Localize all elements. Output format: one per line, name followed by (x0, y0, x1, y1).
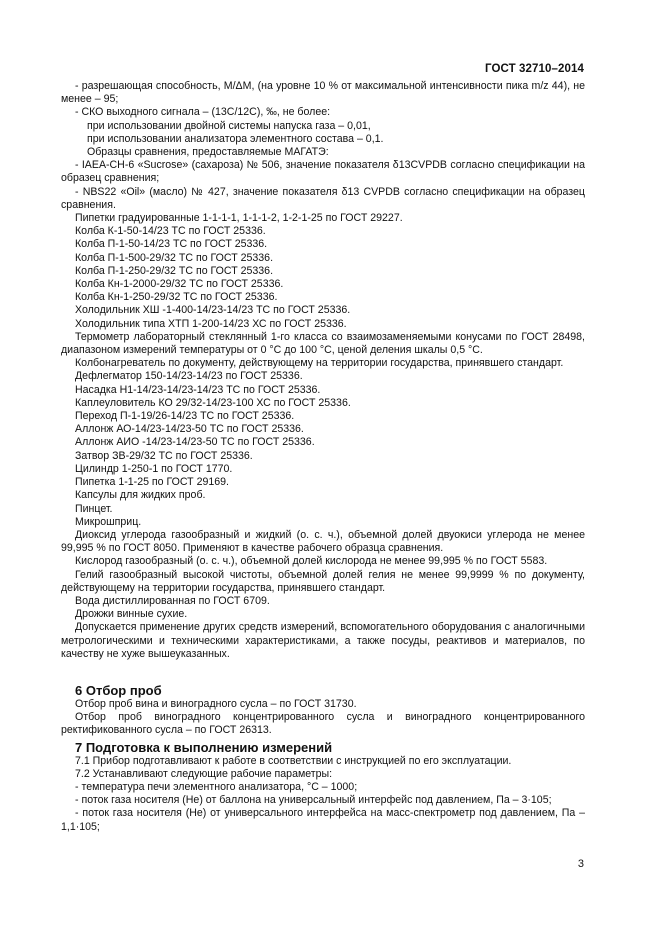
paragraph-line: - поток газа носителя (Не) от универсального интерфейса на масс-спектрометр под давлением, Па – 1,1·105; (61, 807, 585, 833)
paragraph-line: Микрошприц. (75, 515, 142, 528)
paragraph-line: Дрожжи винные сухие. (75, 608, 188, 621)
page-number: 3 (577, 858, 584, 870)
paragraph-line: - NBS22 «Oil» (масло) № 427, значение показателя δ13 CVPDB согласно спецификации на образец сравнения. (61, 185, 585, 211)
paragraph-line: Колба П-1-500-29/32 ТС по ГОСТ 25336. (75, 251, 274, 264)
spacer (61, 661, 585, 683)
paragraph-line: - поток газа носителя (Не) от баллона на универсальный интерфейс под давлением, Па – 3·105; (75, 794, 552, 807)
equipment-list (61, 80, 585, 661)
document-code-header: ГОСТ 32710–2014 (484, 63, 584, 75)
paragraph-line: Аллонж АО-14/23-14/23-50 ТС по ГОСТ 25336. (75, 423, 304, 436)
paragraph-line: Переход П-1-19/26-14/23 ТС по ГОСТ 25336. (75, 410, 295, 423)
paragraph-line: Насадка Н1-14/23-14/23-14/23 ТС по ГОСТ 25336. (75, 383, 321, 396)
section-7-body (61, 755, 585, 834)
paragraph-line: Кислород газообразный (о. с. ч.), объемной долей кислорода не менее 99,995 % по ГОСТ 5583. (75, 555, 548, 568)
paragraph-line: Пипетки градуированные 1-1-1-1, 1-1-1-2, 1-2-1-25 по ГОСТ 29227. (75, 212, 403, 225)
paragraph-line: Аллонж АИО -14/23-14/23-50 ТС по ГОСТ 25336. (75, 436, 315, 449)
paragraph-line: - температура печи элементного анализатора, °С – 1000; (75, 780, 358, 793)
paragraph-line: Отбор проб виноградного концентрированного сусла и виноградного концентрированного ректификованного сусла – по ГОСТ 26313. (61, 711, 585, 737)
paragraph-line: Холодильник типа ХТП 1-200-14/23 ХС по ГОСТ 25336. (75, 317, 347, 330)
paragraph-line: Колба К-1-50-14/23 ТС по ГОСТ 25336. (75, 225, 266, 238)
paragraph-line: Колбонагреватель по документу, действующему на территории государства, принявшего стандарт. (75, 357, 564, 370)
paragraph-line: - разрешающая способность, М/ΔМ, (на уровне 10 % от максимальной интенсивности пика m/z 44), не менее – 95; (61, 80, 585, 106)
paragraph-line: Колба П-1-50-14/23 ТС по ГОСТ 25336. (75, 238, 268, 251)
paragraph-line: Отбор проб вина и виноградного сусла – по ГОСТ 31730. (75, 697, 357, 710)
paragraph-line: 7.2 Устанавливают следующие рабочие параметры: (75, 767, 333, 780)
paragraph-line: - IAEA-CH-6 «Sucrose» (сахароза) № 506, значение показателя δ13CVPDB согласно спецификации на образец сравнения; (61, 159, 585, 185)
paragraph-line: - СКО выходного сигнала – (13С/12С), ‰, не более: (75, 106, 331, 119)
paragraph-line: Дефлегматор 150-14/23-14/23 по ГОСТ 25336. (75, 370, 303, 383)
paragraph-line: Допускается применение других средств измерений, вспомогательного оборудования с аналогичными метрологическими и техническими характеристиками, а также посуды, реактивов и материалов, по качеству не хуже вышеуказанных. (61, 621, 585, 660)
paragraph-line: Колба Кн-1-250-29/32 ТС по ГОСТ 25336. (75, 291, 278, 304)
paragraph-line: Холодильник ХШ -1-400-14/23-14/23 ТС по ГОСТ 25336. (75, 304, 351, 317)
paragraph-line: Затвор ЗВ-29/32 ТС по ГОСТ 25336. (75, 449, 253, 462)
paragraph-line: Диоксид углерода газообразный и жидкий (о. с. ч.), объемной долей двуокиси углерода не менее 99,995 % по ГОСТ 8050. Применяют в качестве рабочего образца сравнения. (61, 528, 585, 555)
paragraph-line: Термометр лабораторный стеклянный 1-го класса со взаимозаменяемыми конусами по ГОСТ 28498, диапазоном измерений температуры от 0 °С до 100 °С, ценой деления шкалы 0,5 °С. (61, 330, 585, 357)
paragraph-line: Вода дистиллированная по ГОСТ 6709. (75, 594, 270, 607)
paragraph-line: Колба Кн-1-2000-29/32 ТС по ГОСТ 25336. (75, 278, 284, 291)
paragraph-line: Пипетка 1-1-25 по ГОСТ 29169. (75, 476, 229, 489)
paragraph-line: Каплеуловитель КО 29/32-14/23-100 ХС по ГОСТ 25336. (75, 396, 351, 409)
paragraph-line: Образцы сравнения, предоставляемые МАГАТЭ: (87, 146, 329, 159)
paragraph-line: Капсулы для жидких проб. (75, 489, 206, 502)
paragraph-line: 7.1 Прибор подготавливают к работе в соответствии с инструкцией по его эксплуатации. (75, 754, 512, 767)
paragraph-line: Гелий газообразный высокой чистоты, объемной долей гелия не менее 99,9999 % по документу, действующему на территории государства, принявшего стандарт. (61, 568, 585, 594)
page-content (61, 80, 585, 834)
section-6-body (61, 698, 585, 738)
paragraph-line: Колба П-1-250-29/32 ТС по ГОСТ 25336. (75, 264, 274, 277)
paragraph-line: Пинцет. (75, 502, 113, 515)
paragraph-line: при использовании анализатора элементного состава – 0,1. (87, 132, 384, 145)
paragraph-line: Цилиндр 1-250-1 по ГОСТ 1770. (75, 462, 233, 475)
section-6-heading: 6 Отбор проб (75, 682, 162, 698)
paragraph-line: при использовании двойной системы напуска газа – 0,01, (87, 119, 371, 132)
section-7-heading: 7 Подготовка к выполнению измерений (75, 739, 333, 755)
